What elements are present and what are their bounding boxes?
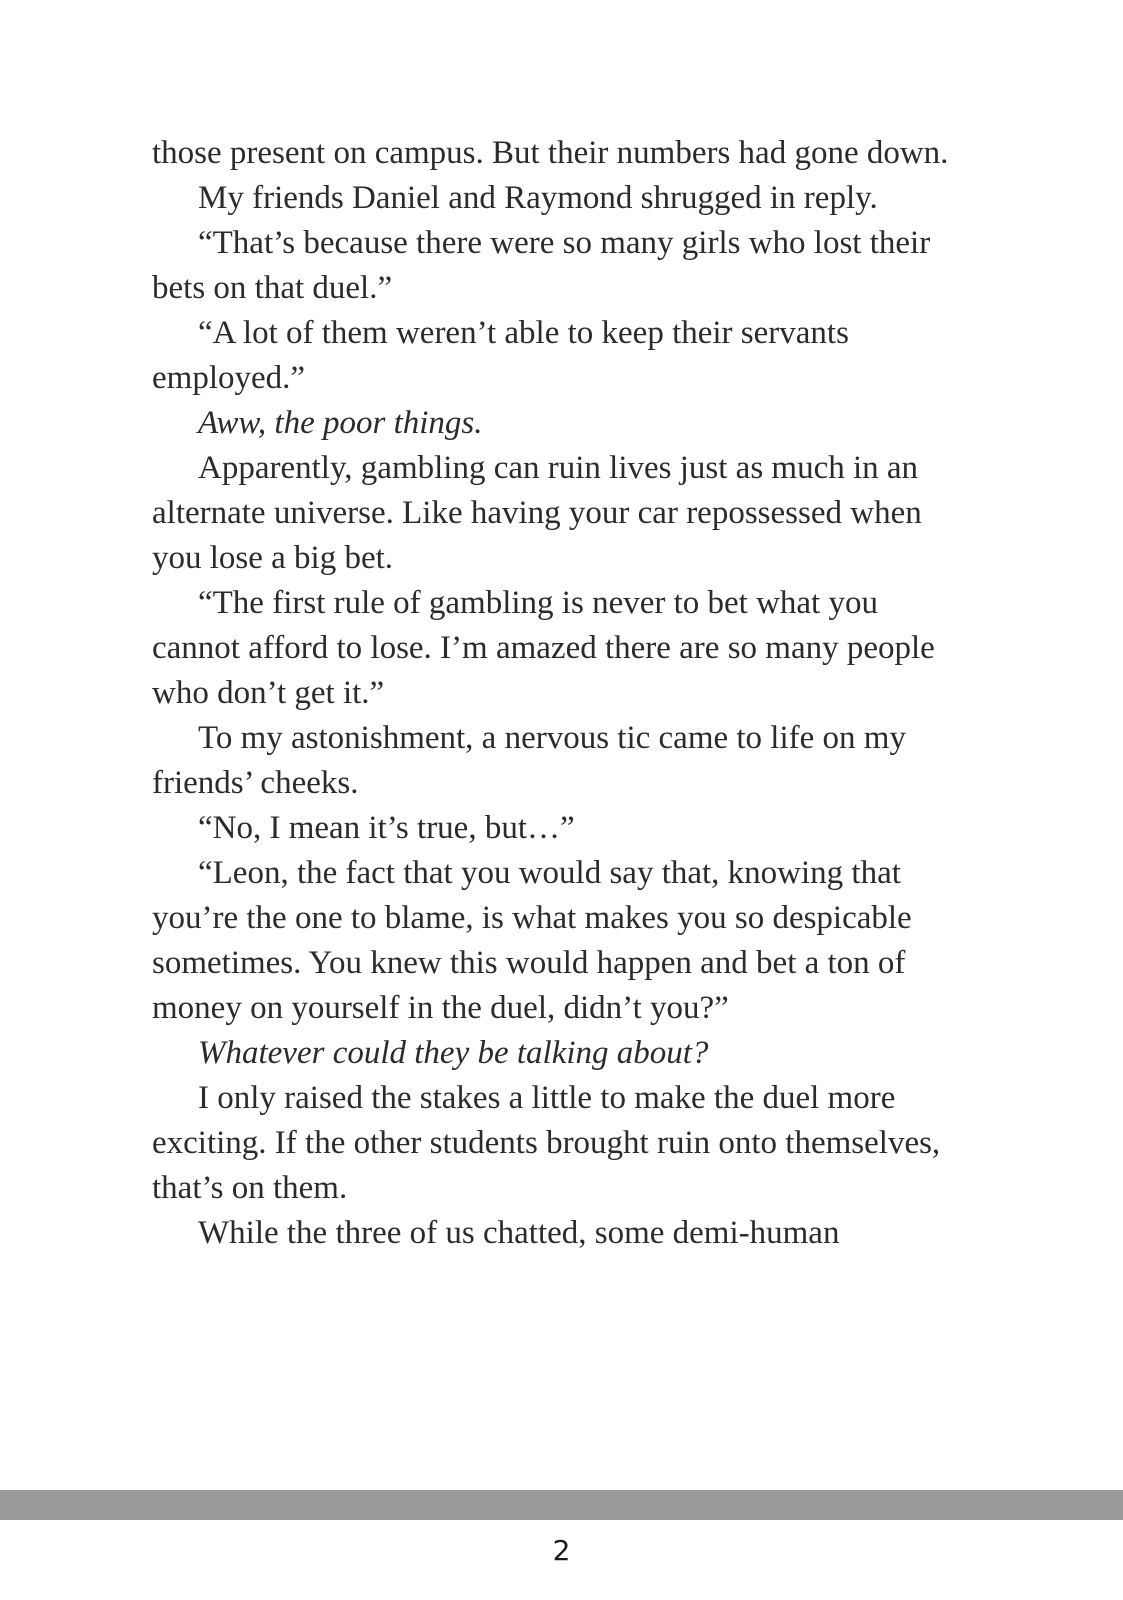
dialogue-paragraph: “The first rule of gambling is never to bet what you cannot afford to lose. I’m amazed there are so many people who don’t get it.”: [152, 585, 935, 711]
body-text: [152, 131, 952, 1256]
paragraph: Apparently, gambling can ruin lives just as much in an alternate universe. Like having your car repossessed when you lose a big bet.: [152, 450, 922, 576]
footer-bar: [0, 1490, 1123, 1520]
dialogue-paragraph: “A lot of them weren’t able to keep their servants employed.”: [152, 315, 849, 396]
inner-thought-paragraph: Whatever could they be talking about?: [198, 1035, 709, 1071]
paragraph: My friends Daniel and Raymond shrugged in reply.: [198, 180, 878, 216]
paragraph: To my astonishment, a nervous tic came to life on my friends’ cheeks.: [152, 720, 906, 801]
paragraph: I only raised the stakes a little to make the duel more exciting. If the other students brought ruin onto themselves, that’s on them.: [152, 1080, 941, 1206]
paragraph: While the three of us chatted, some demi-human: [198, 1215, 840, 1251]
page-number: 2: [552, 1534, 571, 1567]
paragraph-continued: those present on campus. But their numbers had gone down.: [152, 135, 949, 171]
inner-thought-paragraph: Aww, the poor things.: [198, 405, 483, 441]
dialogue-paragraph: “That’s because there were so many girls who lost their bets on that duel.”: [152, 225, 931, 306]
dialogue-paragraph: “Leon, the fact that you would say that, knowing that you’re the one to blame, is what makes you so despicable sometimes. You knew this would happen and bet a ton of money on yourself in the duel, didn’t you?”: [152, 855, 912, 1026]
dialogue-paragraph: “No, I mean it’s true, but…”: [198, 810, 575, 846]
